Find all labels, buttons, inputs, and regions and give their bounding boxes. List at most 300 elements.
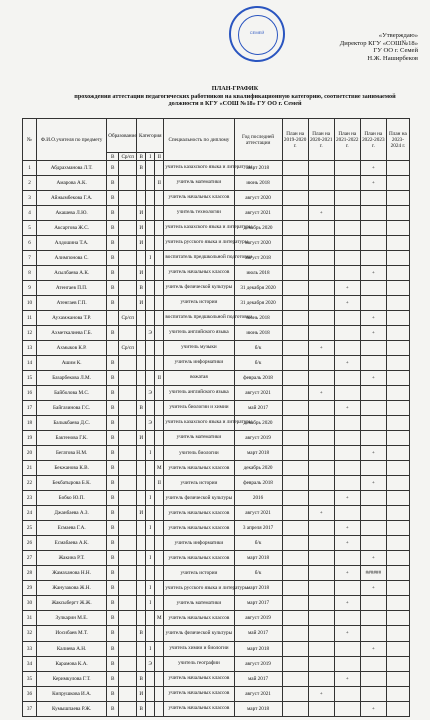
plan-mark: [360, 506, 386, 521]
table-row: [23, 371, 410, 386]
subcol-v: В: [107, 153, 119, 161]
plan-mark: [282, 656, 308, 671]
plan-mark: [308, 191, 334, 206]
teacher-name: Байболова М.С.: [37, 386, 107, 401]
plan-mark: [282, 671, 308, 686]
col-num: №: [23, 119, 37, 161]
education-v: В: [107, 491, 119, 506]
specialty: учитель начальных классов: [164, 266, 234, 281]
category-v: И: [137, 686, 146, 701]
education-ssp: [119, 446, 137, 461]
category-ii: II: [155, 371, 164, 386]
education-ssp: [119, 686, 137, 701]
category-i: [146, 191, 155, 206]
education-ssp: [119, 596, 137, 611]
teacher-name: Алимпонова С.: [37, 251, 107, 266]
education-v: В: [107, 551, 119, 566]
plan-mark: [308, 416, 334, 431]
category-i: [146, 506, 155, 521]
plan-mark: +: [360, 641, 386, 656]
row-number: 8: [23, 266, 37, 281]
education-ssp: [119, 626, 137, 641]
plan-mark: [282, 611, 308, 626]
last-attestation: август 2021: [234, 686, 282, 701]
category-v: [137, 536, 146, 551]
plan-mark: +: [360, 311, 386, 326]
specialty: воспитатель предшкольной подготовки: [164, 311, 234, 326]
plan-mark: [334, 311, 360, 326]
category-i: Э: [146, 416, 155, 431]
plan-mark: +: [308, 386, 334, 401]
category-ii: [155, 296, 164, 311]
education-ssp: [119, 371, 137, 386]
plan-mark: [334, 326, 360, 341]
plan-mark: [282, 566, 308, 581]
plan-mark: [386, 356, 409, 371]
row-number: 7: [23, 251, 37, 266]
plan-mark: [386, 596, 409, 611]
approval-line: Н.Ж. Наширбеков: [367, 54, 418, 62]
row-number: 18: [23, 416, 37, 431]
teacher-name: Карамова К.А.: [37, 656, 107, 671]
education-ssp: [119, 431, 137, 446]
education-ssp: [119, 566, 137, 581]
col-plan-2022: План на 2022-2023 г.: [360, 119, 386, 161]
plan-mark: [386, 296, 409, 311]
plan-mark: [360, 341, 386, 356]
plan-mark: ######: [360, 566, 386, 581]
plan-mark: [386, 671, 409, 686]
row-number: 32: [23, 626, 37, 641]
plan-mark: [282, 326, 308, 341]
teacher-name: Базарбекова Л.М.: [37, 371, 107, 386]
category-ii: [155, 506, 164, 521]
plan-mark: [308, 656, 334, 671]
last-attestation: б/к: [234, 341, 282, 356]
plan-mark: [360, 611, 386, 626]
document-subtitle: должности в КГУ «СОШ №18» ГУ ОО г. Семей: [168, 100, 302, 108]
education-v: В: [107, 161, 119, 176]
plan-mark: [308, 446, 334, 461]
plan-mark: [360, 626, 386, 641]
col-plan-2021: План на 2021-2022 г.: [334, 119, 360, 161]
plan-mark: [386, 521, 409, 536]
teacher-name: Бактенова Г.К.: [37, 431, 107, 446]
category-v: И: [137, 221, 146, 236]
row-number: 2: [23, 176, 37, 191]
plan-mark: [282, 386, 308, 401]
category-v: [137, 356, 146, 371]
category-v: [137, 641, 146, 656]
plan-mark: [282, 701, 308, 716]
plan-mark: [282, 416, 308, 431]
plan-mark: +: [334, 296, 360, 311]
plan-mark: [282, 446, 308, 461]
category-ii: [155, 566, 164, 581]
education-ssp: [119, 581, 137, 596]
specialty: учитель начальных классов: [164, 701, 234, 716]
category-i: [146, 431, 155, 446]
plan-mark: [386, 311, 409, 326]
row-number: 29: [23, 581, 37, 596]
plan-mark: [282, 506, 308, 521]
category-v: В: [137, 281, 146, 296]
category-i: [146, 221, 155, 236]
plan-mark: [308, 161, 334, 176]
education-v: В: [107, 221, 119, 236]
plan-mark: [360, 386, 386, 401]
table-row: [23, 221, 410, 236]
last-attestation: 31 декабря 2020: [234, 281, 282, 296]
teacher-name: Абдрахманова Л.Т.: [37, 161, 107, 176]
education-v: В: [107, 416, 119, 431]
table-row: [23, 476, 410, 491]
teacher-name: Атенгаев П.П.: [37, 281, 107, 296]
approval-line: «Утверждаю»: [378, 32, 418, 39]
category-ii: [155, 431, 164, 446]
col-category: Категория: [137, 119, 164, 153]
category-i: [146, 671, 155, 686]
plan-mark: [386, 206, 409, 221]
plan-mark: +: [360, 326, 386, 341]
table-row: [23, 401, 410, 416]
plan-mark: +: [360, 551, 386, 566]
plan-mark: [334, 611, 360, 626]
plan-mark: [308, 671, 334, 686]
plan-mark: [308, 536, 334, 551]
education-ssp: [119, 491, 137, 506]
last-attestation: март 2018: [234, 446, 282, 461]
category-ii: [155, 596, 164, 611]
table-row: [23, 386, 410, 401]
plan-mark: [308, 281, 334, 296]
approval-line: ГУ ОО г. Семей: [373, 47, 418, 54]
plan-mark: [386, 536, 409, 551]
plan-mark: [386, 611, 409, 626]
table-row: [23, 431, 410, 446]
education-v: В: [107, 521, 119, 536]
table-row: [23, 416, 410, 431]
plan-mark: [308, 551, 334, 566]
table-row: [23, 266, 410, 281]
plan-mark: [308, 521, 334, 536]
plan-mark: [308, 311, 334, 326]
category-ii: [155, 521, 164, 536]
plan-mark: [386, 491, 409, 506]
education-v: В: [107, 461, 119, 476]
specialty: учитель начальных классов: [164, 191, 234, 206]
category-i: I: [146, 491, 155, 506]
category-i: I: [146, 551, 155, 566]
category-v: [137, 566, 146, 581]
teacher-name: Ашим К.: [37, 356, 107, 371]
specialty: вожатая: [164, 371, 234, 386]
row-number: 3: [23, 191, 37, 206]
teacher-name: Керимкулова Г.Т.: [37, 671, 107, 686]
category-ii: [155, 581, 164, 596]
category-ii: [155, 161, 164, 176]
plan-mark: [282, 461, 308, 476]
last-attestation: декабрь 2020: [234, 221, 282, 236]
category-v: И: [137, 236, 146, 251]
plan-mark: +: [360, 476, 386, 491]
plan-mark: [360, 491, 386, 506]
plan-mark: [282, 491, 308, 506]
education-ssp: [119, 656, 137, 671]
row-number: 37: [23, 701, 37, 716]
plan-mark: [360, 356, 386, 371]
plan-mark: [386, 236, 409, 251]
category-i: Э: [146, 386, 155, 401]
category-ii: [155, 641, 164, 656]
plan-mark: [334, 701, 360, 716]
plan-mark: [334, 266, 360, 281]
last-attestation: август 2020: [234, 236, 282, 251]
category-i: [146, 341, 155, 356]
last-attestation: декабрь 2020: [234, 461, 282, 476]
education-v: В: [107, 506, 119, 521]
table-row: [23, 296, 410, 311]
plan-mark: [282, 236, 308, 251]
category-v: [137, 596, 146, 611]
plan-mark: [386, 476, 409, 491]
category-ii: [155, 416, 164, 431]
category-v: [137, 446, 146, 461]
plan-mark: [386, 371, 409, 386]
table-row: [23, 581, 410, 596]
category-ii: [155, 671, 164, 686]
plan-mark: [282, 311, 308, 326]
plan-mark: [386, 461, 409, 476]
specialty: учитель физической культуры: [164, 281, 234, 296]
plan-mark: [386, 281, 409, 296]
attestation-table: [22, 118, 410, 717]
category-i: [146, 611, 155, 626]
plan-mark: [360, 671, 386, 686]
category-i: [146, 626, 155, 641]
category-v: [137, 461, 146, 476]
education-ssp: [119, 281, 137, 296]
seal-text: СЕМЕЙ: [249, 30, 265, 35]
plan-mark: +: [334, 401, 360, 416]
education-ssp: [119, 401, 137, 416]
education-v: В: [107, 371, 119, 386]
specialty: учитель казахского языка и литературы: [164, 161, 234, 176]
plan-mark: +: [308, 506, 334, 521]
category-i: [146, 536, 155, 551]
category-i: [146, 161, 155, 176]
plan-mark: [360, 416, 386, 431]
plan-mark: +: [334, 536, 360, 551]
last-attestation: август 2021: [234, 506, 282, 521]
last-attestation: июнь 2018: [234, 326, 282, 341]
education-ssp: [119, 266, 137, 281]
plan-mark: [282, 431, 308, 446]
row-number: 24: [23, 506, 37, 521]
specialty: учитель казахского языка и литературы: [164, 416, 234, 431]
plan-mark: [282, 476, 308, 491]
plan-mark: +: [360, 701, 386, 716]
category-v: В: [137, 701, 146, 716]
education-v: В: [107, 326, 119, 341]
category-i: [146, 206, 155, 221]
teacher-name: Ахмыков К.Р.: [37, 341, 107, 356]
plan-mark: +: [334, 281, 360, 296]
education-ssp: [119, 326, 137, 341]
education-v: В: [107, 281, 119, 296]
plan-mark: [386, 221, 409, 236]
education-v: В: [107, 476, 119, 491]
plan-mark: [386, 191, 409, 206]
row-number: 20: [23, 446, 37, 461]
education-v: В: [107, 236, 119, 251]
education-ssp: [119, 206, 137, 221]
plan-mark: [386, 506, 409, 521]
last-attestation: август 2021: [234, 206, 282, 221]
education-v: В: [107, 446, 119, 461]
category-i: [146, 476, 155, 491]
specialty: учитель начальных классов: [164, 506, 234, 521]
last-attestation: июль 2018: [234, 266, 282, 281]
teacher-name: Аухамжанова Т.Р.: [37, 311, 107, 326]
category-i: I: [146, 596, 155, 611]
plan-mark: [386, 176, 409, 191]
row-number: 26: [23, 536, 37, 551]
plan-mark: [308, 326, 334, 341]
table-row: [23, 536, 410, 551]
approval-block: [340, 32, 418, 62]
education-v: В: [107, 686, 119, 701]
plan-mark: [360, 236, 386, 251]
plan-mark: [334, 161, 360, 176]
plan-mark: [386, 341, 409, 356]
last-attestation: б/к: [234, 356, 282, 371]
category-i: [146, 356, 155, 371]
specialty: учитель начальных классов: [164, 461, 234, 476]
last-attestation: 3 апреля 2017: [234, 521, 282, 536]
plan-mark: [386, 641, 409, 656]
teacher-name: Есмаева Г.А.: [37, 521, 107, 536]
category-v: [137, 326, 146, 341]
education-ssp: [119, 416, 137, 431]
row-number: 15: [23, 371, 37, 386]
plan-mark: [282, 206, 308, 221]
category-v: [137, 656, 146, 671]
category-i: [146, 401, 155, 416]
table-row: [23, 311, 410, 326]
plan-mark: [308, 221, 334, 236]
teacher-name: Иосибаев М.Т.: [37, 626, 107, 641]
education-v: В: [107, 626, 119, 641]
category-v: И: [137, 206, 146, 221]
col-education: Образование: [107, 119, 137, 153]
plan-mark: [360, 536, 386, 551]
plan-mark: [308, 491, 334, 506]
category-i: [146, 281, 155, 296]
specialty: учитель русского языка и литературы: [164, 236, 234, 251]
table-row: [23, 206, 410, 221]
education-ssp: [119, 161, 137, 176]
row-number: 10: [23, 296, 37, 311]
teacher-name: Джанбаева А.З.: [37, 506, 107, 521]
subcol-i: I: [146, 153, 155, 161]
last-attestation: май 2017: [234, 626, 282, 641]
category-v: И: [137, 266, 146, 281]
specialty: учитель физической культуры: [164, 491, 234, 506]
col-specialty: Специальность по диплому: [164, 119, 234, 161]
teacher-name: Калиева А.Н.: [37, 641, 107, 656]
education-ssp: [119, 671, 137, 686]
last-attestation: август 2021: [234, 386, 282, 401]
category-i: I: [146, 641, 155, 656]
plan-mark: [386, 551, 409, 566]
plan-mark: +: [334, 566, 360, 581]
row-number: 4: [23, 206, 37, 221]
specialty: учитель физической культуры: [164, 626, 234, 641]
row-number: 27: [23, 551, 37, 566]
teacher-name: Ахметкалиева Г.Б.: [37, 326, 107, 341]
plan-mark: [334, 251, 360, 266]
specialty: учитель начальных классов: [164, 521, 234, 536]
education-v: В: [107, 611, 119, 626]
plan-mark: [282, 401, 308, 416]
table-row: [23, 341, 410, 356]
plan-mark: [386, 446, 409, 461]
table-row: [23, 596, 410, 611]
plan-mark: [334, 386, 360, 401]
table-row: [23, 326, 410, 341]
last-attestation: б/к: [234, 536, 282, 551]
plan-mark: [282, 176, 308, 191]
category-ii: [155, 311, 164, 326]
plan-mark: [360, 656, 386, 671]
education-v: В: [107, 191, 119, 206]
plan-mark: +: [360, 446, 386, 461]
subcol-ssp: Ср/сп: [119, 153, 137, 161]
plan-mark: +: [308, 686, 334, 701]
row-number: 11: [23, 311, 37, 326]
plan-mark: [386, 701, 409, 716]
plan-mark: [334, 641, 360, 656]
row-number: 25: [23, 521, 37, 536]
plan-mark: [360, 521, 386, 536]
teacher-name: Атенгаев Г.П.: [37, 296, 107, 311]
document-subtitle: прохождения аттестации педагогических работников на квалификационную категорию, соответствие занимаемой: [74, 92, 396, 100]
category-ii: [155, 326, 164, 341]
plan-mark: [308, 611, 334, 626]
category-ii: [155, 656, 164, 671]
plan-mark: [282, 341, 308, 356]
row-number: 14: [23, 356, 37, 371]
plan-mark: [386, 161, 409, 176]
category-i: Э: [146, 656, 155, 671]
category-v: [137, 581, 146, 596]
specialty: учитель географии: [164, 656, 234, 671]
category-v: И: [137, 506, 146, 521]
plan-mark: [308, 581, 334, 596]
education-v: В: [107, 386, 119, 401]
plan-mark: [360, 281, 386, 296]
plan-mark: [334, 476, 360, 491]
table-row: [23, 656, 410, 671]
category-i: [146, 686, 155, 701]
row-number: 31: [23, 611, 37, 626]
plan-mark: [360, 221, 386, 236]
education-ssp: [119, 251, 137, 266]
plan-mark: [334, 341, 360, 356]
category-v: [137, 386, 146, 401]
document-title: ПЛАН-ГРАФИК: [211, 85, 259, 92]
